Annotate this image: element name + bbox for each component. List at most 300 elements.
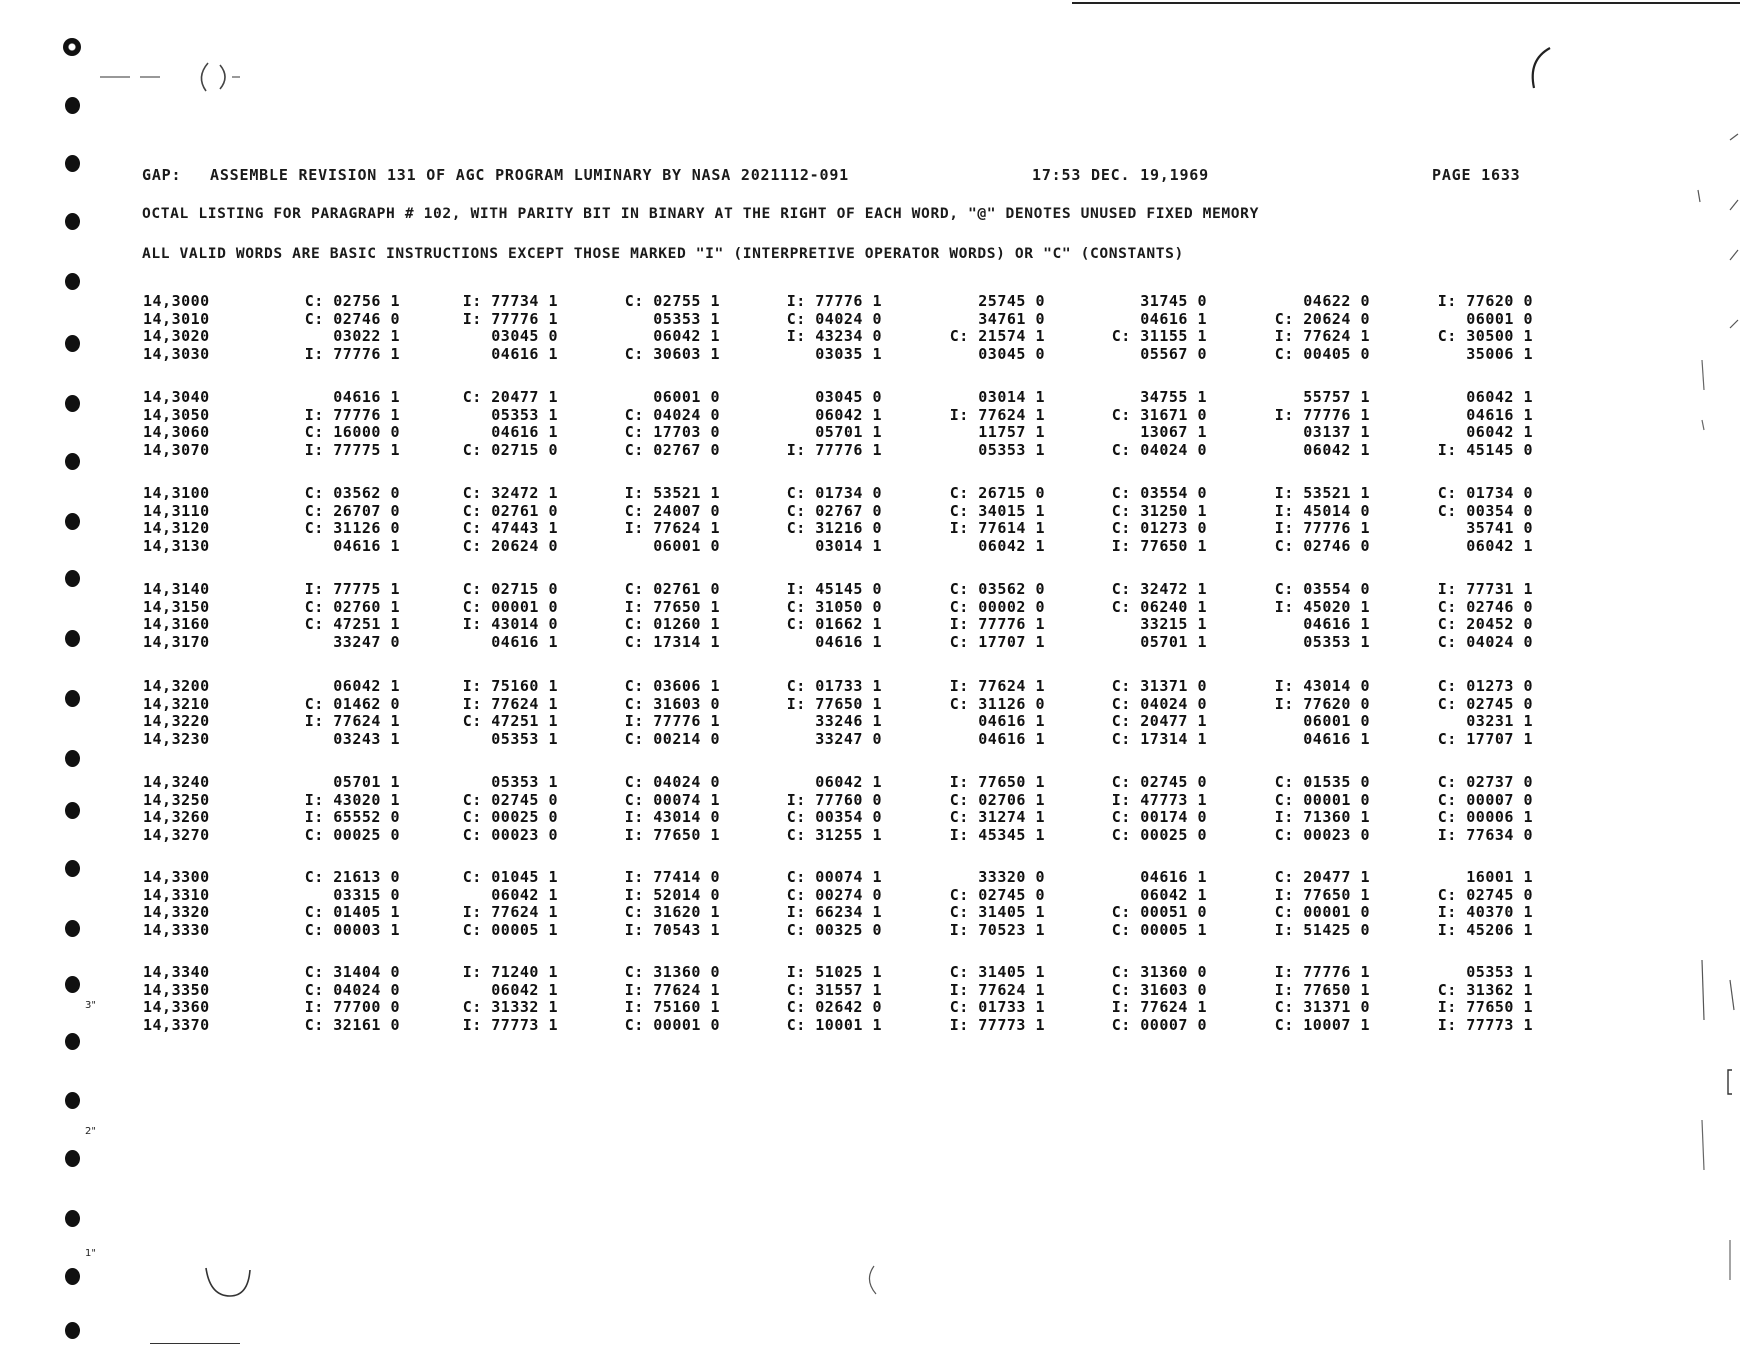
octal-word: I: 53521 1 [1274,484,1370,502]
octal-word: I: 71240 1 [462,963,558,981]
octal-word: 06001 0 [653,536,720,555]
sprocket-hole [65,802,80,819]
octal-word: 04616 1 [815,632,882,651]
sprocket-hole [65,1150,80,1167]
octal-word: I: 77776 1 [624,712,720,730]
octal-word: C: 31216 0 [786,519,882,537]
octal-word: C: 00354 0 [786,808,882,826]
row-address: 14,3270 [143,825,210,844]
octal-word: I: 77776 1 [1274,963,1370,981]
octal-word: C: 04024 0 [1111,694,1207,713]
octal-word: C: 04024 0 [786,309,882,328]
row-address: 14,3130 [143,536,210,555]
octal-word: C: 02745 0 [1111,773,1207,791]
sprocket-hole [63,38,81,56]
octal-word: I: 65552 0 [304,808,400,826]
octal-word: I: 77776 1 [462,309,558,328]
octal-word: C: 17707 1 [949,632,1045,651]
octal-word: I: 77650 1 [1274,885,1370,904]
pencil-scribble-top-left [90,55,270,95]
octal-word: 31745 0 [1140,292,1207,310]
octal-word: 05353 1 [1303,632,1370,651]
octal-word: 03045 0 [491,327,558,345]
octal-word: C: 02706 1 [949,790,1045,809]
octal-word: C: 30603 1 [624,344,720,363]
header-title: ASSEMBLE REVISION 131 OF AGC PROGRAM LUMINARY BY NASA 2021112-091 [210,166,849,184]
octal-word: I: 45345 1 [949,825,1045,844]
octal-word: C: 31620 1 [624,903,720,921]
octal-word: 03137 1 [1303,423,1370,441]
octal-word: I: 77650 1 [1111,536,1207,555]
octal-word: C: 47251 1 [304,615,400,633]
octal-word: C: 01045 1 [462,868,558,886]
octal-word: C: 04024 0 [624,773,720,791]
octal-word: C: 20624 0 [1274,309,1370,328]
octal-word: C: 04024 0 [304,980,400,999]
row-address: 14,3300 [143,868,210,886]
sprocket-hole [65,273,80,290]
octal-word: C: 00025 0 [1111,825,1207,844]
right-margin-marks [1690,60,1740,1340]
octal-word: I: 77650 1 [786,694,882,713]
octal-word: 04616 1 [1303,729,1370,748]
row-address: 14,3350 [143,980,210,999]
octal-word: 06042 1 [653,327,720,345]
octal-word: 25745 0 [978,292,1045,310]
octal-word: C: 01733 1 [786,677,882,695]
octal-word: 04616 1 [1140,309,1207,328]
octal-word: C: 00001 0 [1274,790,1370,809]
row-address: 14,3310 [143,885,210,904]
octal-word: I: 77773 1 [462,1015,558,1034]
octal-word: I: 77620 0 [1274,694,1370,713]
octal-word: 06042 1 [1466,536,1533,555]
row-address: 14,3030 [143,344,210,363]
octal-word: I: 77776 1 [304,344,400,363]
octal-word: C: 00274 0 [786,885,882,904]
header-page-number: PAGE 1633 [1432,166,1521,184]
octal-word: I: 77624 1 [624,519,720,537]
octal-word: 05353 1 [491,773,558,791]
octal-word: I: 40370 1 [1437,903,1533,921]
octal-word: 05353 1 [491,405,558,424]
octal-word: I: 52014 0 [624,885,720,904]
octal-word: I: 77624 1 [949,405,1045,424]
octal-word: I: 77776 1 [949,615,1045,633]
octal-word: 34761 0 [978,309,1045,328]
octal-word: C: 01273 0 [1437,677,1533,695]
octal-word: I: 47773 1 [1111,790,1207,809]
octal-word: C: 17703 0 [624,423,720,441]
octal-word: C: 00074 1 [624,790,720,809]
sprocket-hole [65,155,80,172]
sprocket-hole [65,335,80,352]
octal-word: C: 00001 0 [462,597,558,616]
octal-word: 33246 1 [815,712,882,730]
octal-word: 33247 0 [333,632,400,651]
sprocket-hole [65,213,80,230]
octal-word: 05353 1 [491,729,558,748]
octal-word: C: 00074 1 [786,868,882,886]
octal-word: I: 53521 1 [624,484,720,502]
octal-word: C: 00005 1 [1111,920,1207,939]
octal-word: 06042 1 [1140,885,1207,904]
octal-word: I: 77650 1 [624,597,720,616]
octal-word: 04616 1 [491,423,558,441]
octal-word: I: 77624 1 [949,677,1045,695]
octal-word: C: 03562 0 [304,484,400,502]
header-timestamp: 17:53 DEC. 19,1969 [1032,166,1209,184]
octal-word: I: 77624 1 [1111,998,1207,1016]
octal-word: I: 77650 1 [949,773,1045,791]
octal-word: C: 31332 1 [462,998,558,1016]
octal-word: 05567 0 [1140,344,1207,363]
octal-word: I: 77634 0 [1437,825,1533,844]
row-address: 14,3330 [143,920,210,939]
octal-word: C: 34015 1 [949,501,1045,520]
sprocket-hole [65,630,80,647]
octal-word: C: 00023 0 [462,825,558,844]
octal-word: C: 00025 0 [462,808,558,826]
octal-word: C: 31250 1 [1111,501,1207,520]
octal-word: C: 02760 1 [304,597,400,616]
row-address: 14,3010 [143,309,210,328]
octal-word: I: 77624 1 [949,980,1045,999]
octal-word: 06042 1 [1466,388,1533,406]
row-address: 14,3150 [143,597,210,616]
octal-word: 04616 1 [491,632,558,651]
sprocket-hole [65,513,80,530]
octal-word: C: 00002 0 [949,597,1045,616]
octal-word: I: 51425 0 [1274,920,1370,939]
sprocket-hole [65,690,80,707]
row-address: 14,3170 [143,632,210,651]
header-octal-listing-line: OCTAL LISTING FOR PARAGRAPH # 102, WITH PARITY BIT IN BINARY AT THE RIGHT OF EACH WORD, "@" DENOTES UNUSED FIXED MEMORY [142,205,1259,222]
octal-word: C: 20477 1 [1111,712,1207,730]
octal-word: 03014 1 [978,388,1045,406]
octal-word: I: 75160 1 [462,677,558,695]
octal-word: 05353 1 [1466,963,1533,981]
octal-word: C: 01734 0 [1437,484,1533,502]
octal-word: I: 77650 1 [624,825,720,844]
octal-word: C: 31603 0 [1111,980,1207,999]
octal-word: C: 26715 0 [949,484,1045,502]
sprocket-hole [65,395,80,412]
octal-word: 06042 1 [815,405,882,424]
octal-word: C: 32472 1 [1111,580,1207,598]
octal-word: I: 43234 0 [786,327,882,345]
octal-word: I: 77624 1 [624,980,720,999]
octal-word: 34755 1 [1140,388,1207,406]
octal-word: I: 70543 1 [624,920,720,939]
row-address: 14,3360 [143,998,210,1016]
octal-word: C: 17314 1 [624,632,720,651]
octal-word: C: 01662 1 [786,615,882,633]
octal-word: C: 20452 0 [1437,615,1533,633]
octal-word: C: 00005 1 [462,920,558,939]
octal-word: C: 03562 0 [949,580,1045,598]
octal-word: I: 77614 1 [949,519,1045,537]
octal-word: I: 45145 0 [1437,440,1533,459]
octal-word: C: 01260 1 [624,615,720,633]
octal-word: C: 00174 0 [1111,808,1207,826]
octal-word: 35741 0 [1466,519,1533,537]
octal-word: C: 47251 1 [462,712,558,730]
octal-word: I: 77620 0 [1437,292,1533,310]
octal-word: 06042 1 [491,980,558,999]
octal-word: 05701 1 [1140,632,1207,651]
octal-word: I: 77650 1 [1437,998,1533,1016]
octal-word: 06042 1 [491,885,558,904]
sprocket-hole [65,976,80,993]
octal-word: C: 01273 0 [1111,519,1207,537]
octal-word: I: 77734 1 [462,292,558,310]
octal-word: C: 00051 0 [1111,903,1207,921]
octal-word: C: 02746 0 [1274,536,1370,555]
octal-word: C: 31050 0 [786,597,882,616]
octal-word: C: 01535 0 [1274,773,1370,791]
octal-word: I: 66234 1 [786,903,882,921]
octal-word: C: 00001 0 [1274,903,1370,921]
octal-word: C: 00007 0 [1111,1015,1207,1034]
octal-word: C: 04024 0 [624,405,720,424]
octal-word: 06001 0 [1466,309,1533,328]
octal-word: C: 02715 0 [462,440,558,459]
row-address: 14,3370 [143,1015,210,1034]
octal-word: C: 31405 1 [949,903,1045,921]
sprocket-hole [65,920,80,937]
octal-word: 33215 1 [1140,615,1207,633]
octal-word: C: 21613 0 [304,868,400,886]
sprocket-hole [65,1033,80,1050]
octal-word: C: 31362 1 [1437,980,1533,999]
octal-word: C: 02745 0 [1437,885,1533,904]
octal-word: 05701 1 [815,423,882,441]
octal-word: C: 02761 0 [462,501,558,520]
octal-word: C: 00025 0 [304,825,400,844]
octal-word: I: 77776 1 [786,292,882,310]
octal-word: 33247 0 [815,729,882,748]
header-gap-label: GAP: [142,166,182,184]
octal-word: C: 21574 1 [949,327,1045,345]
octal-word: C: 00023 0 [1274,825,1370,844]
octal-word: 03315 0 [333,885,400,904]
octal-word: C: 02642 0 [786,998,882,1016]
octal-word: I: 77773 1 [1437,1015,1533,1034]
octal-word: C: 10007 1 [1274,1015,1370,1034]
sprocket-hole [65,97,80,114]
octal-word: C: 00007 0 [1437,790,1533,809]
octal-word: I: 77775 1 [304,440,400,459]
row-address: 14,3000 [143,292,210,310]
row-address: 14,3260 [143,808,210,826]
octal-word: C: 00006 1 [1437,808,1533,826]
octal-word: 04616 1 [491,344,558,363]
octal-word: I: 45145 0 [786,580,882,598]
octal-word: C: 01405 1 [304,903,400,921]
octal-word: C: 31255 1 [786,825,882,844]
octal-word: 03045 0 [978,344,1045,363]
pencil-curve-bottom [200,1262,260,1302]
row-address: 14,3250 [143,790,210,809]
octal-word: I: 77776 1 [1274,519,1370,537]
sprocket-hole [65,1092,80,1109]
octal-word: 03014 1 [815,536,882,555]
octal-word: C: 20624 0 [462,536,558,555]
octal-word: I: 77731 1 [1437,580,1533,598]
octal-word: C: 02746 0 [1437,597,1533,616]
octal-word: I: 43014 0 [1274,677,1370,695]
octal-word: 06042 1 [1303,440,1370,459]
octal-word: C: 31360 0 [624,963,720,981]
inch-mark-3: 3" [85,1000,96,1011]
octal-word: 04616 1 [333,388,400,406]
octal-word: C: 24007 0 [624,501,720,520]
octal-word: C: 01462 0 [304,694,400,713]
octal-word: 16001 1 [1466,868,1533,886]
octal-word: 04622 0 [1303,292,1370,310]
octal-word: C: 20477 1 [462,388,558,406]
octal-word: C: 31371 0 [1111,677,1207,695]
row-address: 14,3040 [143,388,210,406]
row-address: 14,3340 [143,963,210,981]
octal-word: I: 77700 0 [304,998,400,1016]
octal-word: C: 31603 0 [624,694,720,713]
octal-word: 06001 0 [1303,712,1370,730]
octal-word: I: 77624 1 [1274,327,1370,345]
octal-word: 13067 1 [1140,423,1207,441]
octal-word: I: 77776 1 [786,440,882,459]
octal-word: 04616 1 [1140,868,1207,886]
octal-word: I: 77773 1 [949,1015,1045,1034]
octal-word: C: 31404 0 [304,963,400,981]
octal-word: 06042 1 [978,536,1045,555]
row-address: 14,3160 [143,615,210,633]
octal-word: I: 77776 1 [1274,405,1370,424]
header-valid-words-line: ALL VALID WORDS ARE BASIC INSTRUCTIONS EXCEPT THOSE MARKED "I" (INTERPRETIVE OPERATOR WORDS) OR "C" (CONSTANTS) [142,245,1184,262]
octal-word: C: 00001 0 [624,1015,720,1034]
octal-word: C: 32161 0 [304,1015,400,1034]
octal-word: C: 31557 1 [786,980,882,999]
row-address: 14,3100 [143,484,210,502]
octal-word: C: 02746 0 [304,309,400,328]
octal-word: I: 71360 1 [1274,808,1370,826]
octal-word: 04616 1 [1466,405,1533,424]
octal-word: 03022 1 [333,327,400,345]
sprocket-hole [65,750,80,767]
octal-word: C: 00003 1 [304,920,400,939]
octal-word: I: 77776 1 [304,405,400,424]
inch-mark-1: 1" [85,1248,96,1259]
bottom-rule [150,1343,240,1344]
octal-word: C: 02761 0 [624,580,720,598]
octal-word: C: 47443 1 [462,519,558,537]
row-address: 14,3140 [143,580,210,598]
octal-word: C: 17314 1 [1111,729,1207,748]
row-address: 14,3240 [143,773,210,791]
octal-word: I: 51025 1 [786,963,882,981]
octal-word: I: 77414 0 [624,868,720,886]
octal-word: C: 03554 0 [1274,580,1370,598]
octal-word: 05701 1 [333,773,400,791]
sprocket-hole [65,1268,80,1285]
octal-word: 05353 1 [978,440,1045,459]
row-address: 14,3320 [143,903,210,921]
octal-word: C: 02767 0 [786,501,882,520]
octal-word: C: 32472 1 [462,484,558,502]
octal-word: C: 02715 0 [462,580,558,598]
row-address: 14,3210 [143,694,210,713]
octal-word: 35006 1 [1466,344,1533,363]
octal-word: C: 02755 1 [624,292,720,310]
octal-word: C: 02737 0 [1437,773,1533,791]
octal-word: 04616 1 [333,536,400,555]
octal-word: 03035 1 [815,344,882,363]
octal-word: C: 30500 1 [1437,327,1533,345]
octal-word: 03231 1 [1466,712,1533,730]
pencil-mark-bottom-center [860,1260,880,1300]
octal-word: 06042 1 [333,677,400,695]
octal-word: C: 02767 0 [624,440,720,459]
sprocket-hole [65,453,80,470]
octal-word: C: 02745 0 [462,790,558,809]
octal-word: I: 77650 1 [1274,980,1370,999]
octal-word: C: 00325 0 [786,920,882,939]
row-address: 14,3070 [143,440,210,459]
octal-word: I: 43014 0 [462,615,558,633]
octal-word: I: 77624 1 [462,903,558,921]
row-address: 14,3020 [143,327,210,345]
octal-word: C: 31671 0 [1111,405,1207,424]
sprocket-hole [65,1210,80,1227]
octal-word: I: 45014 0 [1274,501,1370,520]
octal-word: C: 31274 1 [949,808,1045,826]
octal-word: I: 75160 1 [624,998,720,1016]
octal-word: C: 01734 0 [786,484,882,502]
octal-word: C: 26707 0 [304,501,400,520]
row-address: 14,3200 [143,677,210,695]
octal-word: 06042 1 [1466,423,1533,441]
row-address: 14,3060 [143,423,210,441]
octal-word: C: 10001 1 [786,1015,882,1034]
row-address: 14,3230 [143,729,210,748]
octal-word: C: 17707 1 [1437,729,1533,748]
octal-word: C: 00405 0 [1274,344,1370,363]
sprocket-hole [65,860,80,877]
octal-word: C: 06240 1 [1111,597,1207,616]
sprocket-hole [65,570,80,587]
octal-word: C: 31360 0 [1111,963,1207,981]
octal-word: 04616 1 [1303,615,1370,633]
octal-word: 06042 1 [815,773,882,791]
octal-word: 03243 1 [333,729,400,748]
octal-word: I: 77624 1 [462,694,558,713]
octal-word: C: 02745 0 [949,885,1045,904]
octal-word: 33320 0 [978,868,1045,886]
octal-word: 06001 0 [653,388,720,406]
octal-word: C: 31371 0 [1274,998,1370,1016]
row-address: 14,3050 [143,405,210,424]
inch-mark-2: 2" [85,1126,96,1137]
octal-word: I: 70523 1 [949,920,1045,939]
octal-word: I: 45206 1 [1437,920,1533,939]
octal-word: 04616 1 [978,729,1045,748]
octal-word: C: 04024 0 [1111,440,1207,459]
octal-word: C: 16000 0 [304,423,400,441]
octal-word: C: 01733 1 [949,998,1045,1016]
octal-word: I: 45020 1 [1274,597,1370,616]
octal-word: 03045 0 [815,388,882,406]
